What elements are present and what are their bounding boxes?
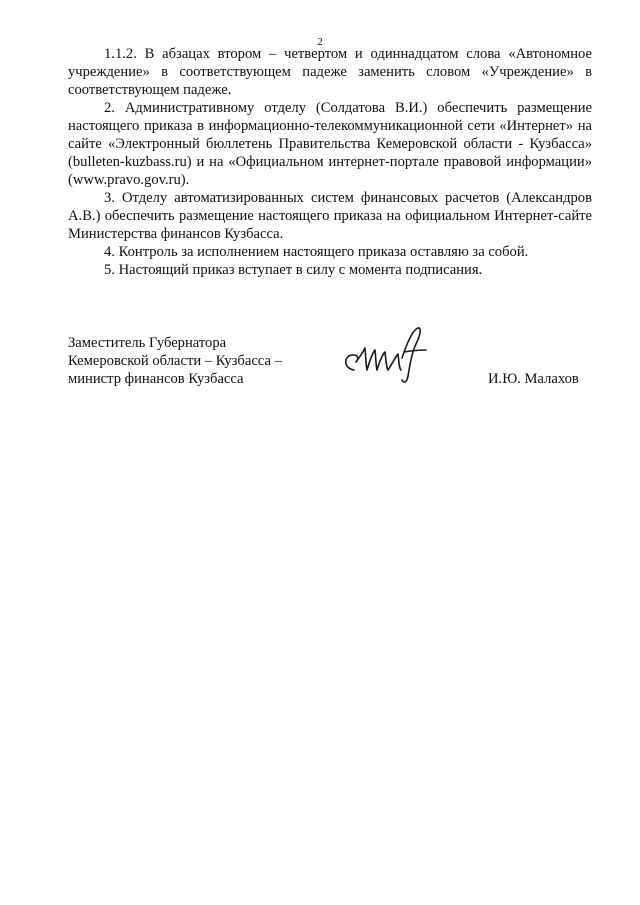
signer-title-line-2: Кемеровской области – Кузбасса – (68, 353, 282, 369)
document-body (68, 45, 592, 279)
paragraph-1-1-2: 1.1.2. В абзацах втором – четвертом и одиннадцатом слова «Автономное учреждение» в соответствующем падеже заменить словом «Учреждение» в соответствующем падеже. (68, 46, 592, 98)
signer-title-line-1: Заместитель Губернатора (68, 335, 227, 351)
page-number: 2 (317, 36, 323, 48)
signer-name: И.Ю. Малахов (488, 371, 579, 387)
paragraph-2: 2. Административному отделу (Солдатова В.И.) обеспечить размещение настоящего приказа в информационно-телекоммуникационной сети «Интернет» на сайте «Электронный бюллетень Правительства Кемеровской области - Кузбасса» (bulleten-kuzbass.ru) и на «Официальном интернет-портале правовой информации» (www.pravo.gov.ru). (68, 100, 592, 188)
signer-title (68, 334, 282, 388)
paragraph-4: 4. Контроль за исполнением настоящего приказа оставляю за собой. (104, 244, 529, 260)
paragraph-5: 5. Настоящий приказ вступает в силу с момента подписания. (104, 262, 483, 278)
signer-title-line-3: министр финансов Кузбасса (68, 371, 244, 387)
handwritten-signature-icon (340, 324, 432, 386)
signature-block (68, 334, 592, 394)
paragraph-3: 3. Отделу автоматизированных систем финансовых расчетов (Александров А.В.) обеспечить размещение настоящего приказа на официальном Интернет-сайте Министерства финансов Кузбасса. (68, 190, 592, 242)
